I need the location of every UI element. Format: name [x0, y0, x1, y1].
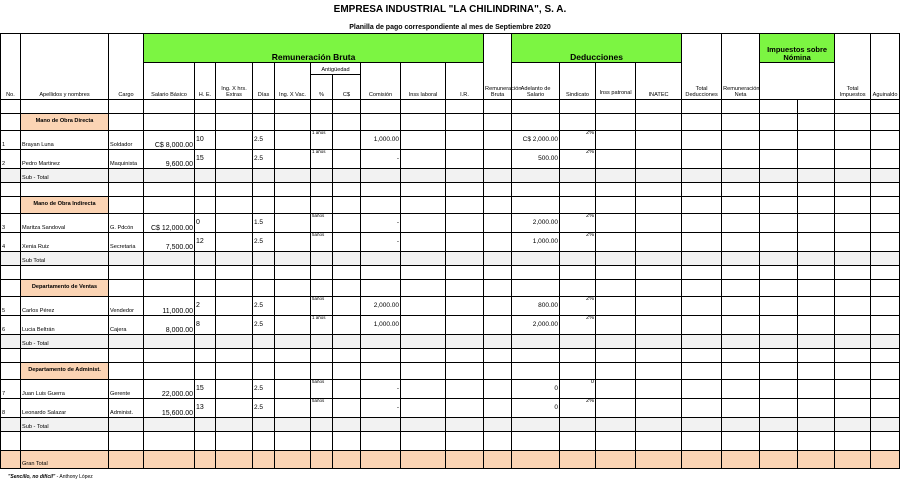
cell-he: 10 [195, 131, 216, 150]
cell-sindicato: 2% [560, 316, 596, 335]
subtotal-label: Sub Total [21, 252, 109, 266]
cell-he: 0 [195, 214, 216, 233]
cell-comision: - [361, 399, 401, 418]
document-title: EMPRESA INDUSTRIAL "LA CHILINDRINA", S. A. [333, 4, 567, 15]
cell-dias: 2.5 [253, 131, 275, 150]
cell-sindicato: 2% [560, 233, 596, 252]
cell-he: 13 [195, 399, 216, 418]
cell-cargo: Administ. [109, 399, 144, 418]
cell-comision: - [361, 150, 401, 169]
header-impuestos-nomina: Impuestos sobre Nómina [760, 34, 835, 63]
cell-comision: - [361, 233, 401, 252]
header-remuneracion-bruta: Remuneración Bruta [144, 34, 484, 63]
cell-comision: 1,000.00 [361, 316, 401, 335]
cell-no: 4 [1, 233, 21, 252]
cell-no: 1 [1, 131, 21, 150]
cell-cargo: G. Pdcón [109, 214, 144, 233]
header-deducciones: Deducciones [512, 34, 682, 63]
cell-he: 15 [195, 150, 216, 169]
cell-he: 2 [195, 297, 216, 316]
header-ing-vac: Ing. X Vac. [275, 63, 311, 100]
header-ir: I.R. [446, 63, 484, 100]
cell-cargo: Gerente [109, 380, 144, 399]
cell-adelanto: 2,000.00 [512, 214, 560, 233]
header-aguinaldo: Aguinaldo [871, 34, 900, 100]
table-row [1, 233, 900, 252]
cell-sindicato: 0 [560, 380, 596, 399]
header-total-impuestos: Total Impuestos [835, 34, 871, 100]
cell-salario: C$ 12,000.00 [144, 214, 195, 233]
section-row [1, 114, 900, 131]
cell-nombre: Leonardo Salazar [21, 399, 109, 418]
cell-cargo: Secretaria [109, 233, 144, 252]
header-comision: Comisión [361, 63, 401, 100]
section-title: Mano de Obra Indirecta [21, 197, 109, 214]
table-row [1, 380, 900, 399]
cell-sindicato: 2% [560, 131, 596, 150]
table-row [1, 214, 900, 233]
cell-dias: 2.5 [253, 150, 275, 169]
cell-dias: 1.5 [253, 214, 275, 233]
header-cargo: Cargo [109, 34, 144, 100]
header-nombres: Apellidos y nombres [21, 34, 109, 100]
table-row [1, 150, 900, 169]
cell-salario: 22,000.00 [144, 380, 195, 399]
header-rem-bruta: Remuneración Bruta [484, 34, 512, 100]
cell-cargo: Maquinista [109, 150, 144, 169]
cell-no: 7 [1, 380, 21, 399]
cell-nombre: Maritza Sandoval [21, 214, 109, 233]
cell-antiguedad: 1 años [311, 316, 333, 335]
cell-nombre: Xenia Ruiz [21, 233, 109, 252]
section-title: Mano de Obra Directa [21, 114, 109, 131]
table-row [1, 316, 900, 335]
cell-nombre: Juan Luis Guerra [21, 380, 109, 399]
table-row [1, 131, 900, 150]
cell-comision: 1,000.00 [361, 131, 401, 150]
cell-adelanto: 800.00 [512, 297, 560, 316]
cell-cargo: Vendedor [109, 297, 144, 316]
cell-cargo: Cajera [109, 316, 144, 335]
section-title: Departamento de Administ. [21, 363, 109, 380]
header-total-deducciones: Total Deducciones [682, 34, 722, 100]
cell-antiguedad: 5años [311, 380, 333, 399]
cell-no: 3 [1, 214, 21, 233]
cell-sindicato: 2% [560, 214, 596, 233]
subtotal-row [1, 418, 900, 432]
cell-he: 15 [195, 380, 216, 399]
header-inss-patronal: Inss patronal [596, 63, 636, 100]
cell-sindicato: 2% [560, 297, 596, 316]
cell-no: 2 [1, 150, 21, 169]
section-title: Departamento de Ventas [21, 280, 109, 297]
header-ing-hrs-extras: Ing. X hrs. Extras [216, 63, 253, 100]
cell-salario: 9,600.00 [144, 150, 195, 169]
cell-nombre: Carlos Pérez [21, 297, 109, 316]
cell-nombre: Pedro Martinez [21, 150, 109, 169]
section-row [1, 280, 900, 297]
subtotal-row [1, 169, 900, 183]
cell-no: 6 [1, 316, 21, 335]
header-inatec: INATEC [636, 63, 682, 100]
cell-adelanto: 0 [512, 380, 560, 399]
cell-adelanto: 1,000.00 [512, 233, 560, 252]
cell-nombre: Brayan Luna [21, 131, 109, 150]
header-cs: C$ [333, 88, 361, 100]
header-he: H. E. [195, 63, 216, 100]
cell-adelanto: 2,000.00 [512, 316, 560, 335]
cell-dias: 2.5 [253, 233, 275, 252]
cell-dias: 2.5 [253, 399, 275, 418]
cell-antiguedad: 1 años [311, 131, 333, 150]
cell-he: 8 [195, 316, 216, 335]
footer [8, 474, 93, 480]
header-no: No. [1, 34, 21, 100]
subtotal-label: Sub - Total [21, 418, 109, 432]
cell-antiguedad: 5años [311, 399, 333, 418]
cell-dias: 2.5 [253, 297, 275, 316]
footer-quote: "Sencillo, no difícil" [8, 474, 56, 480]
subtotal-label: Sub - Total [21, 169, 109, 183]
cell-antiguedad: 5años [311, 297, 333, 316]
cell-no: 5 [1, 297, 21, 316]
subtotal-row [1, 252, 900, 266]
cell-adelanto: 0 [512, 399, 560, 418]
cell-cargo: Soldador [109, 131, 144, 150]
section-row [1, 197, 900, 214]
cell-dias: 2.5 [253, 316, 275, 335]
cell-comision: 2,000.00 [361, 297, 401, 316]
header-rem-neta: Remuneración Neta [722, 34, 760, 100]
header-pct: % [311, 75, 333, 100]
table-row [1, 399, 900, 418]
cell-adelanto: 500.00 [512, 150, 560, 169]
grand-total-label: Gran Total [21, 451, 109, 469]
subtotal-label: Sub - Total [21, 335, 109, 349]
payroll-table [0, 33, 900, 469]
grand-total-row [1, 451, 900, 469]
cell-sindicato: 2% [560, 399, 596, 418]
cell-sindicato: 2% [560, 150, 596, 169]
header-sindicato: Sindicato [560, 63, 596, 100]
header-dias: Días [253, 63, 275, 100]
cell-salario: C$ 8,000.00 [144, 131, 195, 150]
cell-salario: 7,500.00 [144, 233, 195, 252]
cell-salario: 11,000.00 [144, 297, 195, 316]
cell-antiguedad: 1 años [311, 150, 333, 169]
cell-dias: 2.5 [253, 380, 275, 399]
footer-author: - Anthony López [56, 474, 93, 480]
subtotal-row [1, 335, 900, 349]
cell-nombre: Lucia Beltrán [21, 316, 109, 335]
cell-salario: 15,600.00 [144, 399, 195, 418]
cell-salario: 8,000.00 [144, 316, 195, 335]
header-salario-basico: Salario Básico [144, 63, 195, 100]
cell-he: 12 [195, 233, 216, 252]
cell-antiguedad: 5años [311, 214, 333, 233]
document-subtitle: Planilla de pago correspondiente al mes de Septiembre 2020 [349, 24, 551, 31]
header-inss-laboral: Inss laboral [401, 63, 446, 100]
table-row [1, 297, 900, 316]
cell-comision: - [361, 380, 401, 399]
cell-comision: - [361, 214, 401, 233]
header-antiguedad: Antigüedad [311, 63, 361, 75]
header-adelanto: Adelanto de Salario [512, 63, 560, 100]
cell-adelanto: C$ 2,000.00 [512, 131, 560, 150]
cell-antiguedad: 5años [311, 233, 333, 252]
cell-no: 8 [1, 399, 21, 418]
section-row [1, 363, 900, 380]
